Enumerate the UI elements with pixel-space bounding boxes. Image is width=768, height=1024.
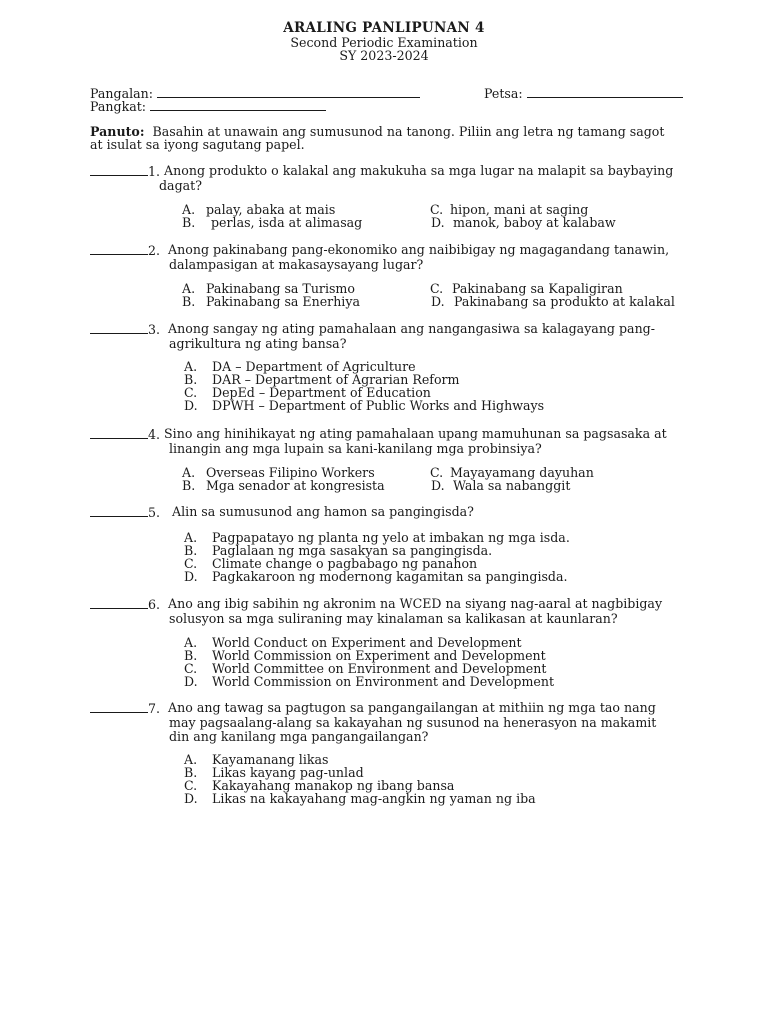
question-text: din ang kanilang mga pangangailangan?: [169, 729, 429, 744]
name-label: Pangalan:: [90, 86, 153, 101]
choice-d: D. Wala sa nabanggit: [431, 478, 571, 493]
question-text: Anong produkto o kalakal ang makukuha sa mga lugar na malapit sa baybaying: [164, 163, 674, 178]
choice-d: D. World Commission on Environment and Development: [184, 674, 555, 689]
choice-a: A. Pakinabang sa Turismo: [182, 281, 355, 296]
date-field[interactable]: [484, 86, 683, 101]
question-number: 7.: [148, 701, 161, 716]
question-text: solusyon sa mga suliraning may kinalaman sa kalikasan at kaunlaran?: [169, 611, 618, 626]
choice-c: C. World Committee on Environment and Development: [184, 661, 547, 676]
question-text: agrikultura ng ating bansa?: [169, 336, 347, 351]
instructions-label: Panuto:: [90, 124, 145, 139]
choice-c: C. Kakayahang manakop ng ibang bansa: [184, 778, 455, 793]
choice-d: D. Pakinabang sa produkto at kalakal: [431, 294, 675, 309]
choice-b: B. World Commission on Experiment and Development: [184, 648, 546, 663]
choice-a: A. Overseas Filipino Workers: [182, 465, 375, 480]
choice-a: A. Pagpapatayo ng planta ng yelo at imbakan ng mga isda.: [184, 530, 570, 545]
question-3: [90, 322, 710, 351]
question-text: Anong sangay ng ating pamahalaan ang nangangasiwa sa kalagayang pang-: [168, 321, 655, 336]
question-text: Anong pakinabang pang-ekonomiko ang naibibigay ng magagandang tanawin,: [168, 242, 670, 257]
answer-blank[interactable]: [90, 322, 148, 334]
question-number: 5.: [148, 505, 161, 520]
choice-c: C. hipon, mani at saging: [430, 202, 589, 217]
choice-d: D. Pagkakaroon ng modernong kagamitan sa pangingisda.: [184, 569, 568, 584]
name-blank[interactable]: [157, 86, 420, 98]
choice-a: A. Kayamanang likas: [184, 752, 329, 767]
school-year: SY 2023-2024: [339, 48, 429, 63]
question-text: Alin sa sumusunod ang hamon sa pangingisda?: [172, 504, 474, 519]
question-number: 4.: [148, 427, 161, 442]
answer-blank[interactable]: [90, 243, 148, 255]
choice-b: B. Paglalaan ng mga sasakyan sa pangingisda.: [184, 543, 493, 558]
answer-blank[interactable]: [90, 597, 148, 609]
choice-c: C. Pakinabang sa Kapaligiran: [430, 281, 623, 296]
exam-title: ARALING PANLIPUNAN 4: [283, 20, 485, 36]
date-blank[interactable]: [527, 86, 683, 98]
answer-blank[interactable]: [90, 164, 148, 176]
answer-blank[interactable]: [90, 505, 148, 517]
choice-a: A. palay, abaka at mais: [182, 202, 336, 217]
choice-c: C. DepEd – Department of Education: [184, 385, 431, 400]
question-7: [90, 701, 710, 744]
choice-b: B. DAR – Department of Agrarian Reform: [184, 372, 460, 387]
question-5: [90, 505, 710, 520]
instructions-line-2: at isulat sa iyong sagutang papel.: [90, 137, 305, 152]
question-number: 6.: [148, 597, 161, 612]
choice-a: A. DA – Department of Agriculture: [184, 359, 416, 374]
question-1: [90, 164, 710, 193]
group-label: Pangkat:: [90, 99, 147, 114]
question-4: [90, 427, 710, 456]
choice-d: D. Likas na kakayahang mag-angkin ng yaman ng iba: [184, 791, 536, 806]
instructions-text: Basahin at unawain ang sumusunod na tanong. Piliin ang letra ng tamang sagot: [152, 124, 665, 139]
question-number: 2.: [148, 243, 161, 258]
question-text: Sino ang hinihikayat ng ating pamahalaan upang mamuhunan sa pagsasaka at: [164, 426, 667, 441]
answer-blank[interactable]: [90, 427, 148, 439]
choice-b: B. Pakinabang sa Enerhiya: [182, 294, 360, 309]
choice-b: B. perlas, isda at alimasag: [182, 215, 363, 230]
answer-blank[interactable]: [90, 701, 148, 713]
question-text: Ano ang ibig sabihin ng akronim na WCED na siyang nag-aaral at nagbibigay: [168, 596, 663, 611]
question-6: [90, 597, 710, 626]
question-number: 3.: [148, 322, 161, 337]
date-label: Petsa:: [484, 86, 523, 101]
choice-d: D. DPWH – Department of Public Works and Highways: [184, 398, 545, 413]
group-field[interactable]: [90, 99, 326, 114]
choice-c: C. Climate change o pagbabago ng panahon: [184, 556, 478, 571]
question-number: 1.: [148, 164, 161, 179]
choice-b: B. Mga senador at kongresista: [182, 478, 385, 493]
question-text: may pagsaalang-alang sa kakayahan ng susunod na henerasyon na makamit: [169, 715, 657, 730]
question-2: [90, 243, 710, 272]
choice-d: D. manok, baboy at kalabaw: [431, 215, 616, 230]
question-text: dalampasigan at makasaysayang lugar?: [169, 257, 424, 272]
question-text: linangin ang mga lupain sa kani-kanilang mga probinsiya?: [169, 441, 542, 456]
choice-c: C. Mayayamang dayuhan: [430, 465, 594, 480]
choice-a: A. World Conduct on Experiment and Development: [184, 635, 522, 650]
question-text: dagat?: [159, 178, 202, 193]
group-blank[interactable]: [150, 99, 326, 111]
question-text: Ano ang tawag sa pagtugon sa pangangailangan at mithiin ng mga tao nang: [168, 700, 656, 715]
exam-subtitle: Second Periodic Examination: [290, 35, 478, 50]
choice-b: B. Likas kayang pag-unlad: [184, 765, 364, 780]
